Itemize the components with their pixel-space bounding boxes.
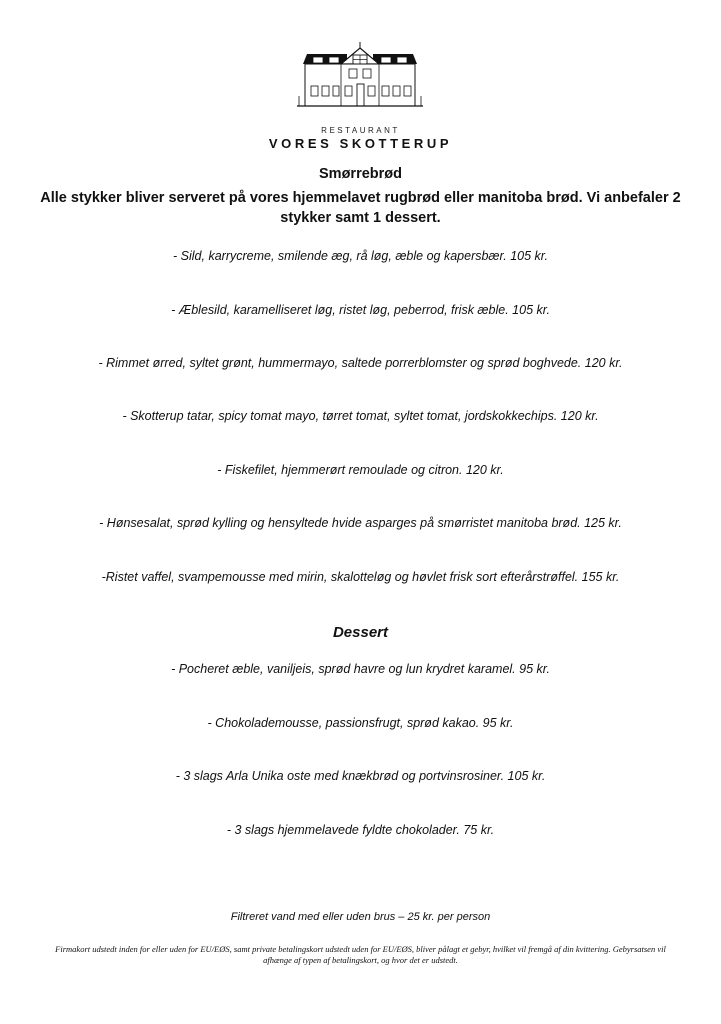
menu-item: - Fiskefilet, hjemmerørt remoulade og citron. 120 kr. <box>217 463 504 477</box>
payment-fee-footnote: Firmakort udstedt inden for eller uden for EU/EØS, samt private betalingskort udstedt uden for EU/EØS, bliver pålagt et gebyr, hvilket vil fremgå af din kvittering. Gebyrsatsen vil afhænge af typen af betalingskort, og hvor det er udstedt. <box>55 944 666 965</box>
brand-subtitle: RESTAURANT <box>321 126 400 135</box>
menu-intro: Alle stykker bliver serveret på vores hjemmelavet rugbrød eller manitoba brød. Vi anbefaler 2 stykker samt 1 dessert. <box>40 190 681 226</box>
dessert-item: - Chokolademousse, passionsfrugt, sprød kakao. 95 kr. <box>207 716 514 730</box>
menu-item: - Skotterup tatar, spicy tomat mayo, tørret tomat, syltet tomat, jordskokkechips. 120 kr. <box>122 409 599 423</box>
menu-item: - Hønsesalat, sprød kylling og hensyltede hvide asparges på smørristet manitoba brød. 125 kr. <box>99 516 622 530</box>
dessert-item: - 3 slags hjemmelavede fyldte chokolader. 75 kr. <box>226 823 495 837</box>
menu-item: -Ristet vaffel, svampemousse med mirin, skalotteløg og høvlet frisk sort efterårstrøffel. 155 kr. <box>101 570 620 584</box>
restaurant-building-logo <box>295 42 425 117</box>
menu-item: - Sild, karrycreme, smilende æg, rå løg, æble og kapersbær. 105 kr. <box>173 249 548 263</box>
dessert-item: - Pocheret æble, vaniljeis, sprød havre og lun krydret karamel. 95 kr. <box>171 662 550 676</box>
brand-name: VORES SKOTTERUP <box>268 136 453 151</box>
dessert-title: Dessert <box>332 624 389 641</box>
water-note: Filtreret vand med eller uden brus – 25 kr. per person <box>230 911 491 923</box>
menu-title: Smørrebrød <box>319 166 402 182</box>
menu-item: - Rimmet ørred, syltet grønt, hummermayo, saltede porrerblomster og sprød boghvede. 120 kr. <box>98 356 623 370</box>
dessert-item: - 3 slags Arla Unika oste med knækbrød og portvinsrosiner. 105 kr. <box>175 769 546 783</box>
menu-item: - Æblesild, karamelliseret løg, ristet løg, peberrod, frisk æble. 105 kr. <box>171 303 550 317</box>
